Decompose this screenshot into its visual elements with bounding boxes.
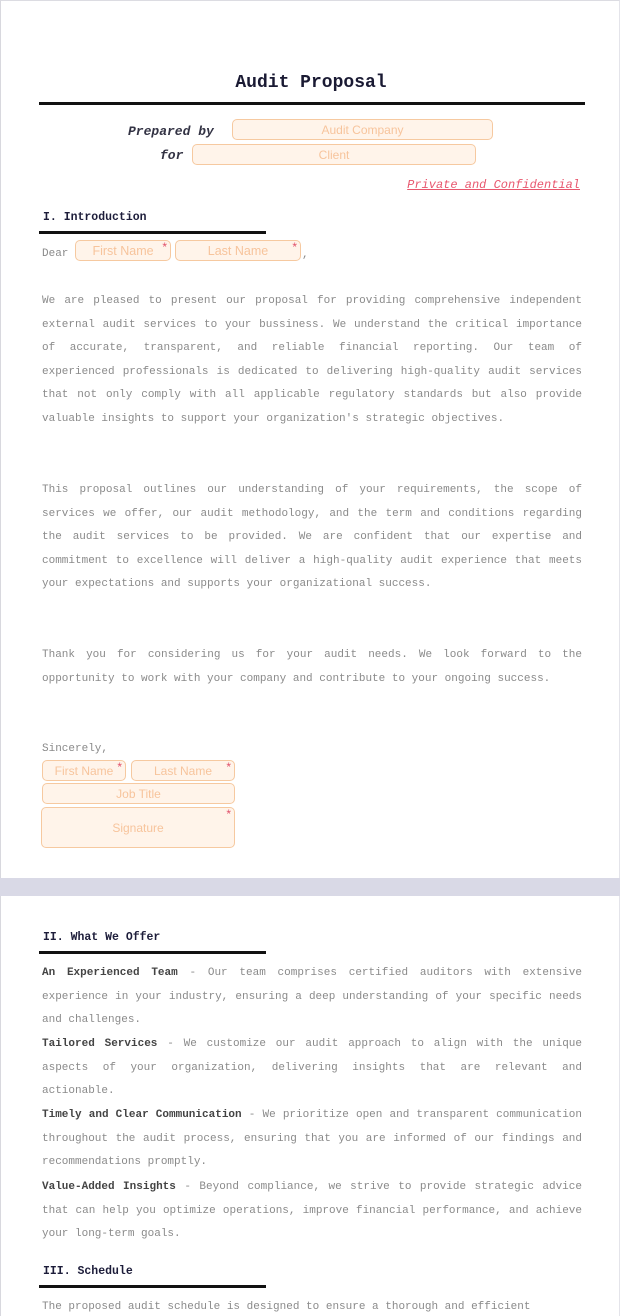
page-separator <box>0 878 620 896</box>
schedule-divider <box>39 1285 266 1288</box>
offer-item-separator: - <box>241 1109 263 1121</box>
intro-paragraph-3: Thank you for considering us for your audit needs. We look forward to the opportunity to work with your company and contribute to your ongoing success. <box>42 649 582 685</box>
offer-item-communication <box>42 1104 582 1175</box>
section-heading-what-we-offer: II. What We Offer <box>43 931 161 944</box>
document-page-2 <box>0 896 620 1316</box>
recipient-last-name-field[interactable] <box>175 240 301 261</box>
sender-first-name-field[interactable] <box>42 760 126 781</box>
section-heading-introduction: I. Introduction <box>43 211 147 224</box>
recipient-last-name-placeholder: Last Name <box>207 243 269 258</box>
offer-item-text: We customize our audit approach to align with the unique aspects of your organization, delivering insights that are relevant and actionable. <box>42 1038 582 1098</box>
signature-placeholder: Signature <box>112 820 164 835</box>
introduction-divider <box>39 231 266 234</box>
audit-company-placeholder: Audit Company <box>321 122 404 137</box>
client-placeholder: Client <box>318 147 350 162</box>
intro-paragraph-2: This proposal outlines our understanding of your requirements, the scope of services we offer, our audit methodology, and the term and conditions regarding the audit services to be provided. We are confident that our expertise and commitment to excellence will deliver a high-quality audit experience that meets your expectations and supports your organizational success. <box>42 484 582 591</box>
dear-label: Dear <box>42 248 69 260</box>
sender-last-name-placeholder: Last Name <box>153 763 213 778</box>
offer-item-text: Our team comprises certified auditors with extensive experience in your industry, ensuring a deep understanding of your specific needs and challenges. <box>42 967 582 1027</box>
job-title-placeholder: Job Title <box>116 786 161 801</box>
recipient-first-name-field[interactable] <box>75 240 171 261</box>
required-asterisk-icon: * <box>117 760 122 774</box>
required-asterisk-icon: * <box>226 807 231 821</box>
offer-item-text: Beyond compliance, we strive to provide strategic advice that can help you optimize operations, improve financial performance, and achieve your long-term goals. <box>42 1181 582 1241</box>
required-asterisk-icon: * <box>162 240 167 254</box>
offer-item-value-added <box>42 1176 582 1247</box>
offer-item-title: Value-Added Insights <box>42 1181 176 1193</box>
job-title-field[interactable] <box>42 783 235 804</box>
sender-first-name-placeholder: First Name <box>54 763 114 778</box>
intro-paragraph-1: We are pleased to present our proposal for providing comprehensive independent external audit services to your bussiness. We understand the critical importance of accurate, transparent, and reliable financial reporting. Our team of experienced professionals is dedicated to delivering high-quality audit services that not only comply with all applicable regulatory standards but also provide valuable insights to support your organization's strategic objectives. <box>42 295 582 425</box>
offer-item-separator: - <box>177 967 208 979</box>
offer-item-separator: - <box>175 1181 200 1193</box>
sender-last-name-field[interactable] <box>131 760 235 781</box>
required-asterisk-icon: * <box>226 760 231 774</box>
prepared-by-label: Prepared by <box>128 124 214 139</box>
dear-comma: , <box>302 249 309 261</box>
closing-label: Sincerely, <box>42 743 109 755</box>
schedule-paragraph: The proposed audit schedule is designed to ensure a thorough and efficient <box>42 1301 531 1313</box>
offer-item-title: An Experienced Team <box>42 967 178 979</box>
recipient-first-name-placeholder: First Name <box>92 243 154 258</box>
offer-item-experienced-team <box>42 962 582 1033</box>
title-divider <box>39 102 585 105</box>
offer-item-title: Tailored Services <box>42 1038 158 1050</box>
signature-field[interactable] <box>41 807 235 848</box>
section-heading-schedule: III. Schedule <box>43 1265 133 1278</box>
offer-item-separator: - <box>157 1038 184 1050</box>
what-we-offer-divider <box>39 951 266 954</box>
offer-item-title: Timely and Clear Communication <box>42 1109 242 1121</box>
required-asterisk-icon: * <box>292 240 297 254</box>
offer-item-text: We prioritize open and transparent communication throughout the audit process, ensuring that you are informed of our findings and recommendations promptly. <box>42 1109 582 1169</box>
audit-company-field[interactable] <box>232 119 493 140</box>
confidential-label: Private and Confidential <box>407 178 580 192</box>
client-field[interactable] <box>192 144 476 165</box>
offer-item-tailored-services <box>42 1033 582 1104</box>
for-label: for <box>160 148 184 163</box>
document-title: Audit Proposal <box>235 73 387 93</box>
